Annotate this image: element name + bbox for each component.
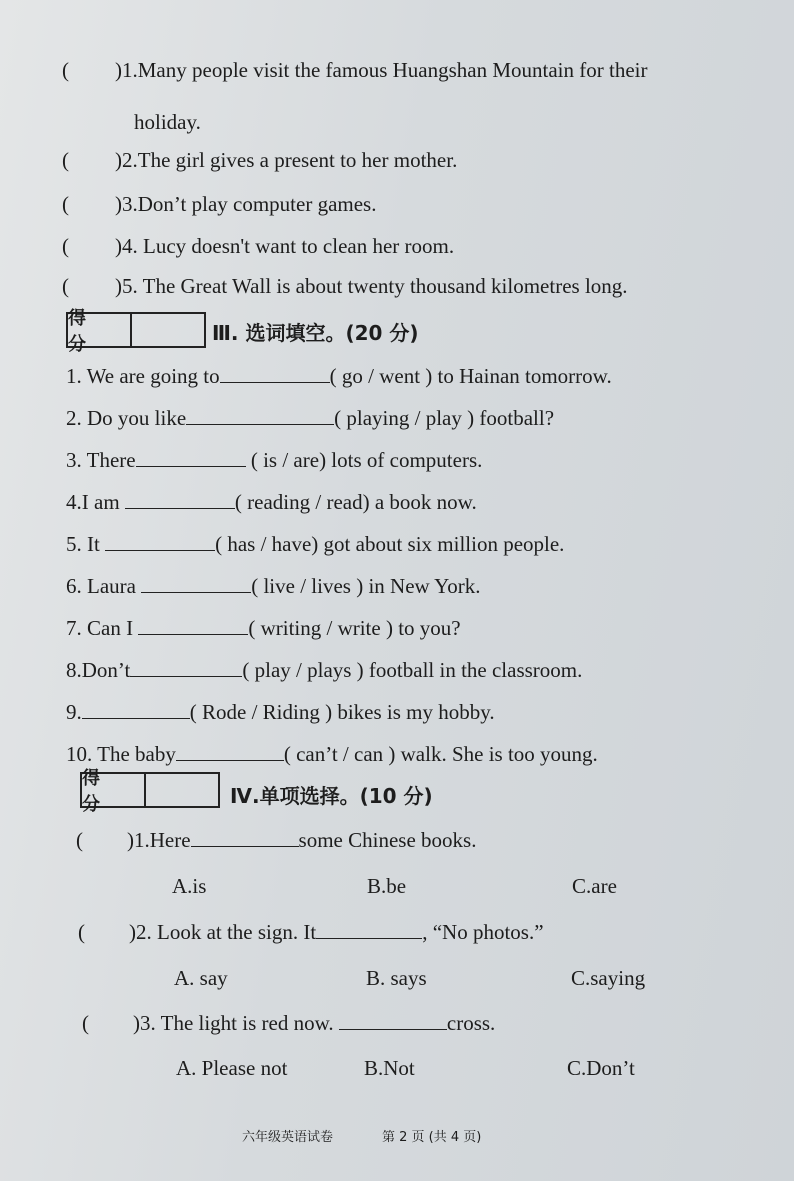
answer-blank <box>220 364 330 383</box>
fill-item-7: 7. Can I ( writing / write ) to you? <box>66 616 461 640</box>
score-box-4 <box>80 768 220 815</box>
tf-item-3: ( )3.Don’t play computer games. <box>62 192 377 216</box>
answer-blank <box>82 700 190 719</box>
mc-item-2: ( )2. Look at the sign. It , “No photos.” <box>78 920 544 944</box>
fill-item-4: 4.I am ( reading / read) a book now. <box>66 490 477 514</box>
answer-blank <box>316 920 422 939</box>
mc-3-option-b: B.Not <box>364 1056 415 1080</box>
mc-2-option-b: B. says <box>366 966 427 990</box>
mc-item-3: ( )3. The light is red now. cross. <box>82 1011 496 1035</box>
fill-item-5: 5. It ( has / have) got about six million people. <box>66 532 565 556</box>
answer-blank <box>136 448 246 467</box>
mc-2-option-c: C.saying <box>571 966 646 990</box>
fill-item-1: 1. We are going to ( go / went ) to Hainan tomorrow. <box>66 364 612 388</box>
answer-blank <box>176 742 284 761</box>
answer-blank <box>191 828 299 847</box>
mc-3-option-c: C.Don’t <box>567 1056 635 1080</box>
score-label: 得 分 <box>82 774 146 806</box>
fill-item-3: 3. There ( is / are) lots of computers. <box>66 448 483 472</box>
score-field <box>146 774 218 806</box>
footer-page-number: 第 2 页 (共 4 页) <box>382 1130 482 1145</box>
tf-item-5: ( )5. The Great Wall is about twenty thousand kilometres long. <box>62 274 628 298</box>
tf-item-2: ( )2.The girl gives a present to her mother. <box>62 148 458 172</box>
answer-blank <box>138 616 248 635</box>
answer-blank <box>141 574 251 593</box>
score-field <box>132 314 204 346</box>
fill-item-2: 2. Do you like ( playing / play ) football? <box>66 406 555 430</box>
fill-item-6: 6. Laura ( live / lives ) in New York. <box>66 574 481 598</box>
answer-blank <box>339 1011 447 1030</box>
score-box-3 <box>66 308 206 355</box>
section4-title: Ⅳ.单项选择。(10 分) <box>230 784 433 808</box>
mc-2-option-a: A. say <box>174 966 228 990</box>
answer-blank <box>130 658 242 677</box>
answer-blank <box>125 490 235 509</box>
footer-title: 六年级英语试卷 <box>242 1130 334 1145</box>
tf-item-4: ( )4. Lucy doesn't want to clean her room. <box>62 234 455 258</box>
answer-blank <box>186 406 334 425</box>
fill-item-9: 9. ( Rode / Riding ) bikes is my hobby. <box>66 700 495 724</box>
mc-3-option-a: A. Please not <box>176 1056 288 1080</box>
tf-item-1: ( )1.Many people visit the famous Huangshan Mountain for their <box>62 58 648 82</box>
score-label: 得 分 <box>68 314 132 346</box>
tf-item-1-cont: holiday. <box>134 110 201 134</box>
mc-1-option-c: C.are <box>572 874 617 898</box>
mc-1-option-b: B.be <box>367 874 407 898</box>
mc-item-1: ( )1.Here some Chinese books. <box>76 828 477 852</box>
section3-title: Ⅲ. 选词填空。(20 分) <box>212 321 419 345</box>
fill-item-10: 10. The baby ( can’t / can ) walk. She is too young. <box>66 742 598 766</box>
fill-item-8: 8.Don’t ( play / plays ) football in the classroom. <box>66 658 583 682</box>
mc-1-option-a: A.is <box>172 874 207 898</box>
answer-blank <box>105 532 215 551</box>
